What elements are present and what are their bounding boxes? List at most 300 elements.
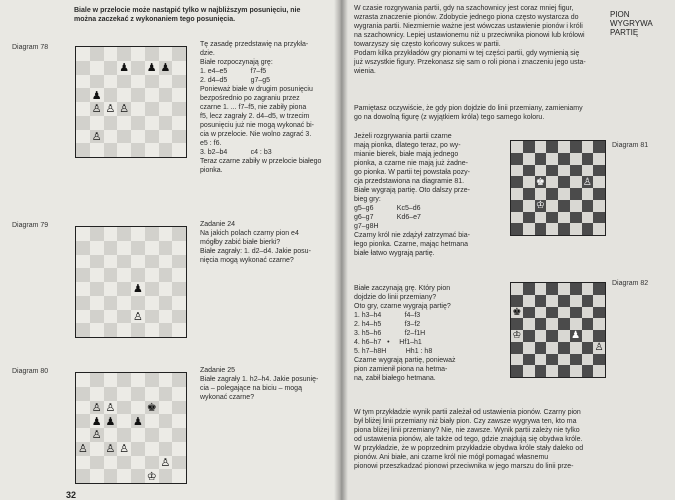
board-square [117, 373, 131, 387]
board-square [76, 323, 90, 337]
text-line: mają pionka, dlatego teraz, po wy- [354, 142, 461, 149]
board-square [131, 401, 145, 415]
board-square [535, 223, 547, 235]
board-square [159, 456, 173, 470]
board-square [558, 212, 570, 224]
board-square [558, 330, 570, 342]
board-square [90, 255, 104, 269]
page-number: 32 [66, 490, 77, 500]
board-square [523, 330, 535, 342]
chess-piece: ♚ [512, 306, 522, 318]
board-square [593, 153, 605, 165]
text-line: 5. h7–h8H Hh1 : h8 [354, 348, 433, 355]
board-square [535, 365, 547, 377]
chess-piece: ♟ [91, 88, 102, 102]
board-square [90, 282, 104, 296]
chess-piece: ♟ [105, 414, 116, 428]
text-line: go na dowolną figurę (z wyjątkiem króla) tego samego koloru. [354, 114, 545, 121]
board-square [582, 176, 594, 188]
board-square [104, 268, 118, 282]
board-square [131, 255, 145, 269]
board-square [511, 176, 523, 188]
board-square [145, 255, 159, 269]
page-header-line-2: można zaczekać z wykonaniem tego posunięcia. [74, 16, 236, 23]
board-square [558, 365, 570, 377]
board-square [90, 442, 104, 456]
board-square [511, 318, 523, 330]
board-square [511, 153, 523, 165]
board-square [145, 143, 159, 157]
board-square [90, 310, 104, 324]
text-line: Pamiętasz oczywiście, że gdy pion dojdzie do linii przemiany, zamieniamy [354, 105, 583, 112]
text-line: 1. e4–e5 f7–f5 [200, 68, 267, 75]
board-square [131, 469, 145, 483]
board-square [76, 442, 90, 456]
board-square [523, 283, 535, 295]
chess-piece: ♔ [512, 330, 522, 342]
text-line: nięcia mogą wykonać czarne? [200, 257, 294, 264]
text-line: białe łatwo wygrają partię. [354, 250, 435, 257]
board-square [582, 354, 594, 366]
text-line: Teraz czarne zabiły w przelocie białego [200, 158, 322, 165]
board-square [535, 318, 547, 330]
board-square [145, 47, 159, 61]
text-line: Czarne wygrają partię, ponieważ [354, 357, 456, 364]
board-square [90, 456, 104, 470]
board-square [511, 212, 523, 224]
board-square [145, 268, 159, 282]
board-square [546, 165, 558, 177]
board-square [558, 188, 570, 200]
board-square [582, 307, 594, 319]
board-square [511, 295, 523, 307]
chess-piece: ♟ [160, 61, 171, 75]
board-square [523, 200, 535, 212]
board-square [104, 296, 118, 310]
board-square [159, 130, 173, 144]
board-square [535, 188, 547, 200]
text-line: Zadanie 24 [200, 221, 236, 228]
board-square [76, 130, 90, 144]
chess-piece: ♔ [535, 200, 545, 212]
board-square [117, 282, 131, 296]
board-square [172, 310, 186, 324]
text-line: pionowi przeszkadzać pionowi przeciwnika w jego marszu do linii prze- [354, 463, 574, 470]
board-square [535, 200, 547, 212]
diagram-label: Diagram 81 [612, 142, 649, 149]
board-square [76, 414, 90, 428]
board-square [76, 143, 90, 157]
text-block-82 [354, 284, 504, 383]
board-square [90, 116, 104, 130]
board-square [172, 456, 186, 470]
board-square [558, 165, 570, 177]
board-square [90, 323, 104, 337]
board-square [76, 241, 90, 255]
board-square [535, 176, 547, 188]
board-square [131, 282, 145, 296]
section-heading-line: WYGRYWA [610, 19, 653, 28]
board-square [582, 365, 594, 377]
board-square [104, 428, 118, 442]
board-square [570, 307, 582, 319]
board-square [570, 283, 582, 295]
board-square [76, 282, 90, 296]
board-square [546, 330, 558, 342]
board-square [582, 318, 594, 330]
board-square [511, 330, 523, 342]
text-block-promotion [354, 104, 654, 122]
board-square [76, 296, 90, 310]
board-square [172, 282, 186, 296]
board-square [159, 116, 173, 130]
board-square [76, 428, 90, 442]
section-heading-line: PARTIĘ [610, 28, 639, 37]
board-square [523, 153, 535, 165]
board-square [172, 227, 186, 241]
board-square [104, 88, 118, 102]
board-square [582, 165, 594, 177]
board-square [511, 223, 523, 235]
text-line: wygrania partii. Niezmiernie ważne jest wówczas ustawienie pionów i króli [354, 23, 583, 30]
board-square [546, 141, 558, 153]
board-square [145, 469, 159, 483]
text-line: na, zabił białego hetmana. [354, 375, 436, 382]
board-square [159, 296, 173, 310]
board-square [593, 176, 605, 188]
right-page [340, 0, 675, 500]
board-square [172, 469, 186, 483]
board-square [145, 428, 159, 442]
text-line: wykonać czarne? [200, 394, 255, 401]
chess-piece: ♙ [91, 129, 102, 143]
board-square [558, 141, 570, 153]
board-square [159, 387, 173, 401]
chess-diagram-78 [75, 46, 187, 158]
board-square [145, 456, 159, 470]
board-square [117, 61, 131, 75]
board-square [546, 153, 558, 165]
text-line: W przykładzie, że w poprzednim przykładzie obydwa króle stały daleko od [354, 445, 584, 452]
board-square [593, 200, 605, 212]
board-square [90, 61, 104, 75]
diagram-label: Diagram 78 [12, 44, 49, 51]
board-square [159, 88, 173, 102]
book-gutter [334, 0, 348, 500]
board-square [117, 469, 131, 483]
chess-piece: ♙ [105, 400, 116, 414]
board-square [90, 47, 104, 61]
text-line: Tę zasadę przedstawię na przykła- [200, 41, 309, 48]
text-line: łego pionka. Czarne, mając hetmana [354, 241, 469, 248]
board-square [535, 283, 547, 295]
board-square [76, 47, 90, 61]
board-square [593, 365, 605, 377]
board-square [511, 342, 523, 354]
board-square [159, 102, 173, 116]
text-line: czarne 1. ... f7–f5, nie zabiły piona [200, 104, 307, 111]
board-square [131, 442, 145, 456]
board-square [76, 310, 90, 324]
board-square [104, 442, 118, 456]
board-square [558, 283, 570, 295]
board-square [131, 310, 145, 324]
board-square [172, 75, 186, 89]
board-square [523, 212, 535, 224]
text-line: Podam kilka przykładów gry pionami w tej części partii, gdy wymienią się [354, 50, 580, 57]
chess-piece: ♙ [132, 309, 143, 323]
board-square [90, 401, 104, 415]
board-square [535, 212, 547, 224]
board-square [558, 342, 570, 354]
text-line: Jeżeli rozgrywania partii czarne [354, 133, 452, 140]
board-square [582, 188, 594, 200]
board-square [172, 116, 186, 130]
board-square [172, 47, 186, 61]
board-square [511, 200, 523, 212]
board-square [172, 102, 186, 116]
text-line: f5, lecz zagrały 2. d4–d5, w trzecim [200, 113, 310, 120]
board-square [159, 469, 173, 483]
board-square [570, 295, 582, 307]
chess-piece: ♙ [77, 442, 88, 456]
board-square [90, 469, 104, 483]
text-line: był bliżej linii przemiany niż biały pion. Czy zawsze wygrywa ten, kto ma [354, 418, 577, 425]
board-square [593, 318, 605, 330]
board-square [570, 342, 582, 354]
chess-diagram-79 [75, 226, 187, 338]
board-square [117, 456, 131, 470]
diagram-label: Diagram 80 [12, 368, 49, 375]
board-square [104, 401, 118, 415]
board-square [558, 307, 570, 319]
board-square [523, 188, 535, 200]
board-square [131, 414, 145, 428]
text-line: piona bliżej linii przemiany? Nie, nie zawsze. Wynik partii zależy nie tylko [354, 427, 580, 434]
board-square [558, 153, 570, 165]
text-line: g7–g8H [354, 223, 379, 230]
board-square [582, 153, 594, 165]
board-square [570, 318, 582, 330]
text-line: go pionka. W partii tej powstała pozy- [354, 169, 470, 176]
board-square [159, 227, 173, 241]
board-square [145, 61, 159, 75]
board-square [76, 387, 90, 401]
board-square [131, 268, 145, 282]
text-line: Białe wygrają partię. Oto dalszy prze- [354, 187, 470, 194]
board-square [546, 188, 558, 200]
board-square [104, 282, 118, 296]
board-square [546, 223, 558, 235]
chess-piece: ♙ [582, 176, 592, 188]
chess-piece: ♟ [571, 330, 581, 342]
board-square [172, 373, 186, 387]
board-square [117, 323, 131, 337]
board-square [570, 223, 582, 235]
board-square [131, 387, 145, 401]
board-square [90, 227, 104, 241]
board-square [145, 414, 159, 428]
board-square [535, 295, 547, 307]
chess-piece: ♚ [146, 400, 157, 414]
board-square [76, 469, 90, 483]
board-square [104, 75, 118, 89]
text-line: e5 : f6. [200, 140, 222, 147]
text-line: Ponieważ białe w drugim posunięciu [200, 86, 313, 93]
board-square [582, 223, 594, 235]
chess-diagram-80 [75, 372, 187, 484]
chess-piece: ♟ [132, 282, 143, 296]
board-square [546, 307, 558, 319]
text-line: cia – polegające na biciu – mogą [200, 385, 302, 392]
board-square [90, 428, 104, 442]
board-square [90, 414, 104, 428]
board-square [104, 47, 118, 61]
board-square [131, 373, 145, 387]
board-square [593, 342, 605, 354]
board-square [117, 143, 131, 157]
text-line: wzrasta znaczenie pionów. Zdobycie jednego piona często wystarcza do [354, 14, 579, 21]
board-square [570, 153, 582, 165]
board-square [159, 414, 173, 428]
text-line: pion zamienił piona na hetma- [354, 366, 448, 373]
board-square [145, 75, 159, 89]
board-square [104, 469, 118, 483]
board-square [546, 342, 558, 354]
board-square [593, 141, 605, 153]
board-square [131, 88, 145, 102]
board-square [570, 354, 582, 366]
board-square [117, 387, 131, 401]
board-square [131, 296, 145, 310]
board-square [159, 143, 173, 157]
chess-piece: ♙ [105, 102, 116, 116]
text-line: W czasie rozgrywania partii, gdy na szachownicy jest coraz mniej figur, [354, 5, 574, 12]
board-square [558, 176, 570, 188]
board-square [593, 295, 605, 307]
board-square [117, 268, 131, 282]
board-square [76, 255, 90, 269]
board-square [172, 255, 186, 269]
board-square [558, 223, 570, 235]
board-square [145, 296, 159, 310]
text-line: Na jakich polach czarny pion e4 [200, 230, 299, 237]
board-square [104, 102, 118, 116]
board-square [76, 401, 90, 415]
text-block-78 [200, 40, 330, 175]
board-square [104, 414, 118, 428]
board-square [570, 200, 582, 212]
board-square [131, 116, 145, 130]
board-square [546, 176, 558, 188]
text-line: 1. h3–h4 f4–f3 [354, 312, 421, 319]
page-header-line-1: Biale w przelocie może nastąpić tylko w najbliższym posunięciu, nie [74, 7, 301, 14]
board-square [172, 61, 186, 75]
board-square [90, 387, 104, 401]
text-block-81 [354, 132, 504, 258]
board-square [535, 354, 547, 366]
board-square [117, 75, 131, 89]
text-line: mógłby zabić białe bierki? [200, 239, 281, 246]
board-square [145, 116, 159, 130]
board-square [570, 365, 582, 377]
board-square [117, 428, 131, 442]
text-line: od ustawienia pionów, ale także od tego, gdzie znajdują się obydwa króle. [354, 436, 583, 443]
board-square [570, 141, 582, 153]
board-square [582, 295, 594, 307]
board-square [145, 401, 159, 415]
board-square [523, 318, 535, 330]
board-square [159, 255, 173, 269]
board-square [117, 227, 131, 241]
text-block-79 [200, 220, 330, 265]
board-square [159, 373, 173, 387]
board-square [172, 130, 186, 144]
text-line: Białe zaczynają grę. Który pion [354, 285, 451, 292]
board-square [523, 307, 535, 319]
board-square [582, 330, 594, 342]
chess-piece: ♔ [146, 469, 157, 483]
board-square [117, 296, 131, 310]
chess-piece: ♟ [132, 414, 143, 428]
text-block-outro [354, 408, 664, 471]
board-square [131, 47, 145, 61]
board-square [172, 323, 186, 337]
board-square [593, 354, 605, 366]
board-square [172, 414, 186, 428]
board-square [131, 102, 145, 116]
board-square [523, 295, 535, 307]
board-square [117, 255, 131, 269]
text-line: 2. d4–d5 g7–g5 [200, 77, 271, 84]
text-line: bieg gry: [354, 196, 381, 203]
board-square [145, 102, 159, 116]
board-square [145, 88, 159, 102]
board-square [145, 241, 159, 255]
text-line: Oto gry, czarne wygrają partię? [354, 303, 451, 310]
chess-diagram-82 [510, 282, 606, 378]
board-square [511, 165, 523, 177]
board-square [558, 295, 570, 307]
text-line: mianie bierek, białe mają jednego [354, 151, 459, 158]
board-square [90, 88, 104, 102]
chess-piece: ♟ [91, 414, 102, 428]
text-line: posunięciu już nie mogą wykonać bi- [200, 122, 315, 129]
board-square [76, 227, 90, 241]
board-square [511, 307, 523, 319]
board-square [104, 323, 118, 337]
board-square [535, 141, 547, 153]
board-square [523, 141, 535, 153]
text-line: Czarny król nie zdążył zatrzymać bia- [354, 232, 470, 239]
board-square [535, 342, 547, 354]
board-square [104, 130, 118, 144]
board-square [159, 241, 173, 255]
board-square [159, 401, 173, 415]
board-square [117, 414, 131, 428]
board-square [523, 354, 535, 366]
text-line: dojdzie do linii przemiany? [354, 294, 437, 301]
board-square [570, 212, 582, 224]
board-square [131, 130, 145, 144]
board-square [523, 365, 535, 377]
board-square [582, 342, 594, 354]
board-square [159, 428, 173, 442]
board-square [117, 116, 131, 130]
board-square [159, 310, 173, 324]
diagram-label: Diagram 79 [12, 222, 49, 229]
board-square [582, 200, 594, 212]
